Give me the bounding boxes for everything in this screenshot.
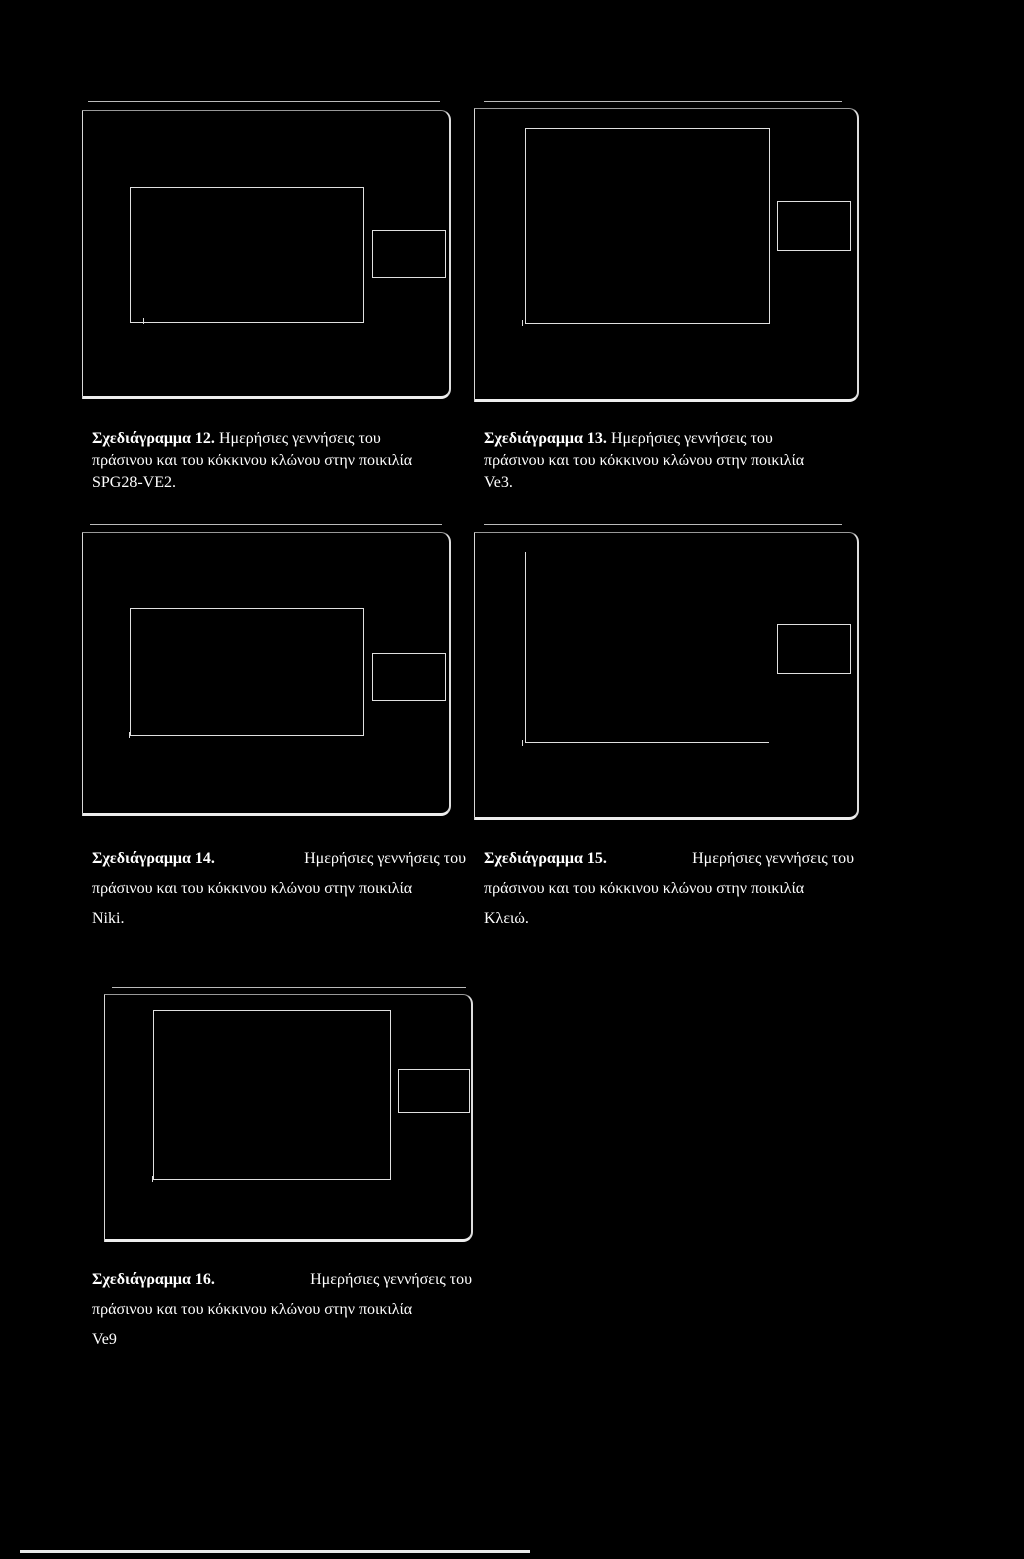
legend-box (398, 1069, 470, 1113)
page-bottom-rule (20, 1550, 530, 1553)
axis-tick (522, 740, 523, 746)
caption-text: Ημερήσιες γεννήσεις του (610, 430, 773, 447)
top-rule (90, 524, 442, 525)
top-rule (112, 987, 466, 988)
caption-text: πράσινου και του κόκκινου κλώνου στην ποικιλία (92, 452, 413, 469)
caption-text: πράσινου και του κόκκινου κλώνου στην ποικιλία (92, 880, 413, 897)
caption-figure-14 (92, 844, 466, 934)
axis-tick (129, 732, 130, 738)
plot-area (153, 1010, 391, 1180)
caption-text: πράσινου και του κόκκινου κλώνου στην ποικιλία (484, 452, 805, 469)
axis-tick (152, 1176, 153, 1182)
legend-box (777, 201, 851, 251)
figure-label: Σχεδιάγραμμα 14. (92, 850, 215, 867)
top-rule (88, 101, 440, 102)
caption-figure-15 (484, 844, 854, 934)
figure-label: Σχεδιάγραμμα 16. (92, 1271, 215, 1288)
figure-label: Σχεδιάγραμμα 13. (484, 430, 607, 447)
plot-area (525, 552, 769, 743)
caption-text: Ημερήσιες γεννήσεις του (218, 430, 381, 447)
caption-figure-12 (92, 428, 482, 494)
caption-text: Ve9 (92, 1331, 117, 1348)
caption-text: SPG28-VE2. (92, 474, 177, 491)
legend-box (372, 230, 446, 278)
plot-area (130, 187, 364, 323)
caption-text: Niki. (92, 910, 125, 927)
caption-text: πράσινου και του κόκκινου κλώνου στην ποικιλία (484, 880, 805, 897)
top-rule (484, 524, 842, 525)
caption-text: Ημερήσιες γεννήσεις του (310, 1271, 472, 1288)
caption-text: Ημερήσιες γεννήσεις του (304, 850, 466, 867)
caption-text: πράσινου και του κόκκινου κλώνου στην ποικιλία (92, 1301, 413, 1318)
legend-box (777, 624, 851, 674)
axis-tick (522, 320, 523, 326)
plot-area (130, 608, 364, 736)
figure-label: Σχεδιάγραμμα 15. (484, 850, 607, 867)
caption-figure-16 (92, 1265, 472, 1355)
caption-text: Ve3. (484, 474, 513, 491)
plot-area (525, 128, 770, 324)
top-rule (484, 101, 842, 102)
axis-tick (143, 318, 144, 324)
caption-text: Κλειώ. (484, 910, 529, 927)
caption-text: Ημερήσιες γεννήσεις του (692, 850, 854, 867)
caption-figure-13 (484, 428, 874, 494)
legend-box (372, 653, 446, 701)
figure-label: Σχεδιάγραμμα 12. (92, 430, 215, 447)
